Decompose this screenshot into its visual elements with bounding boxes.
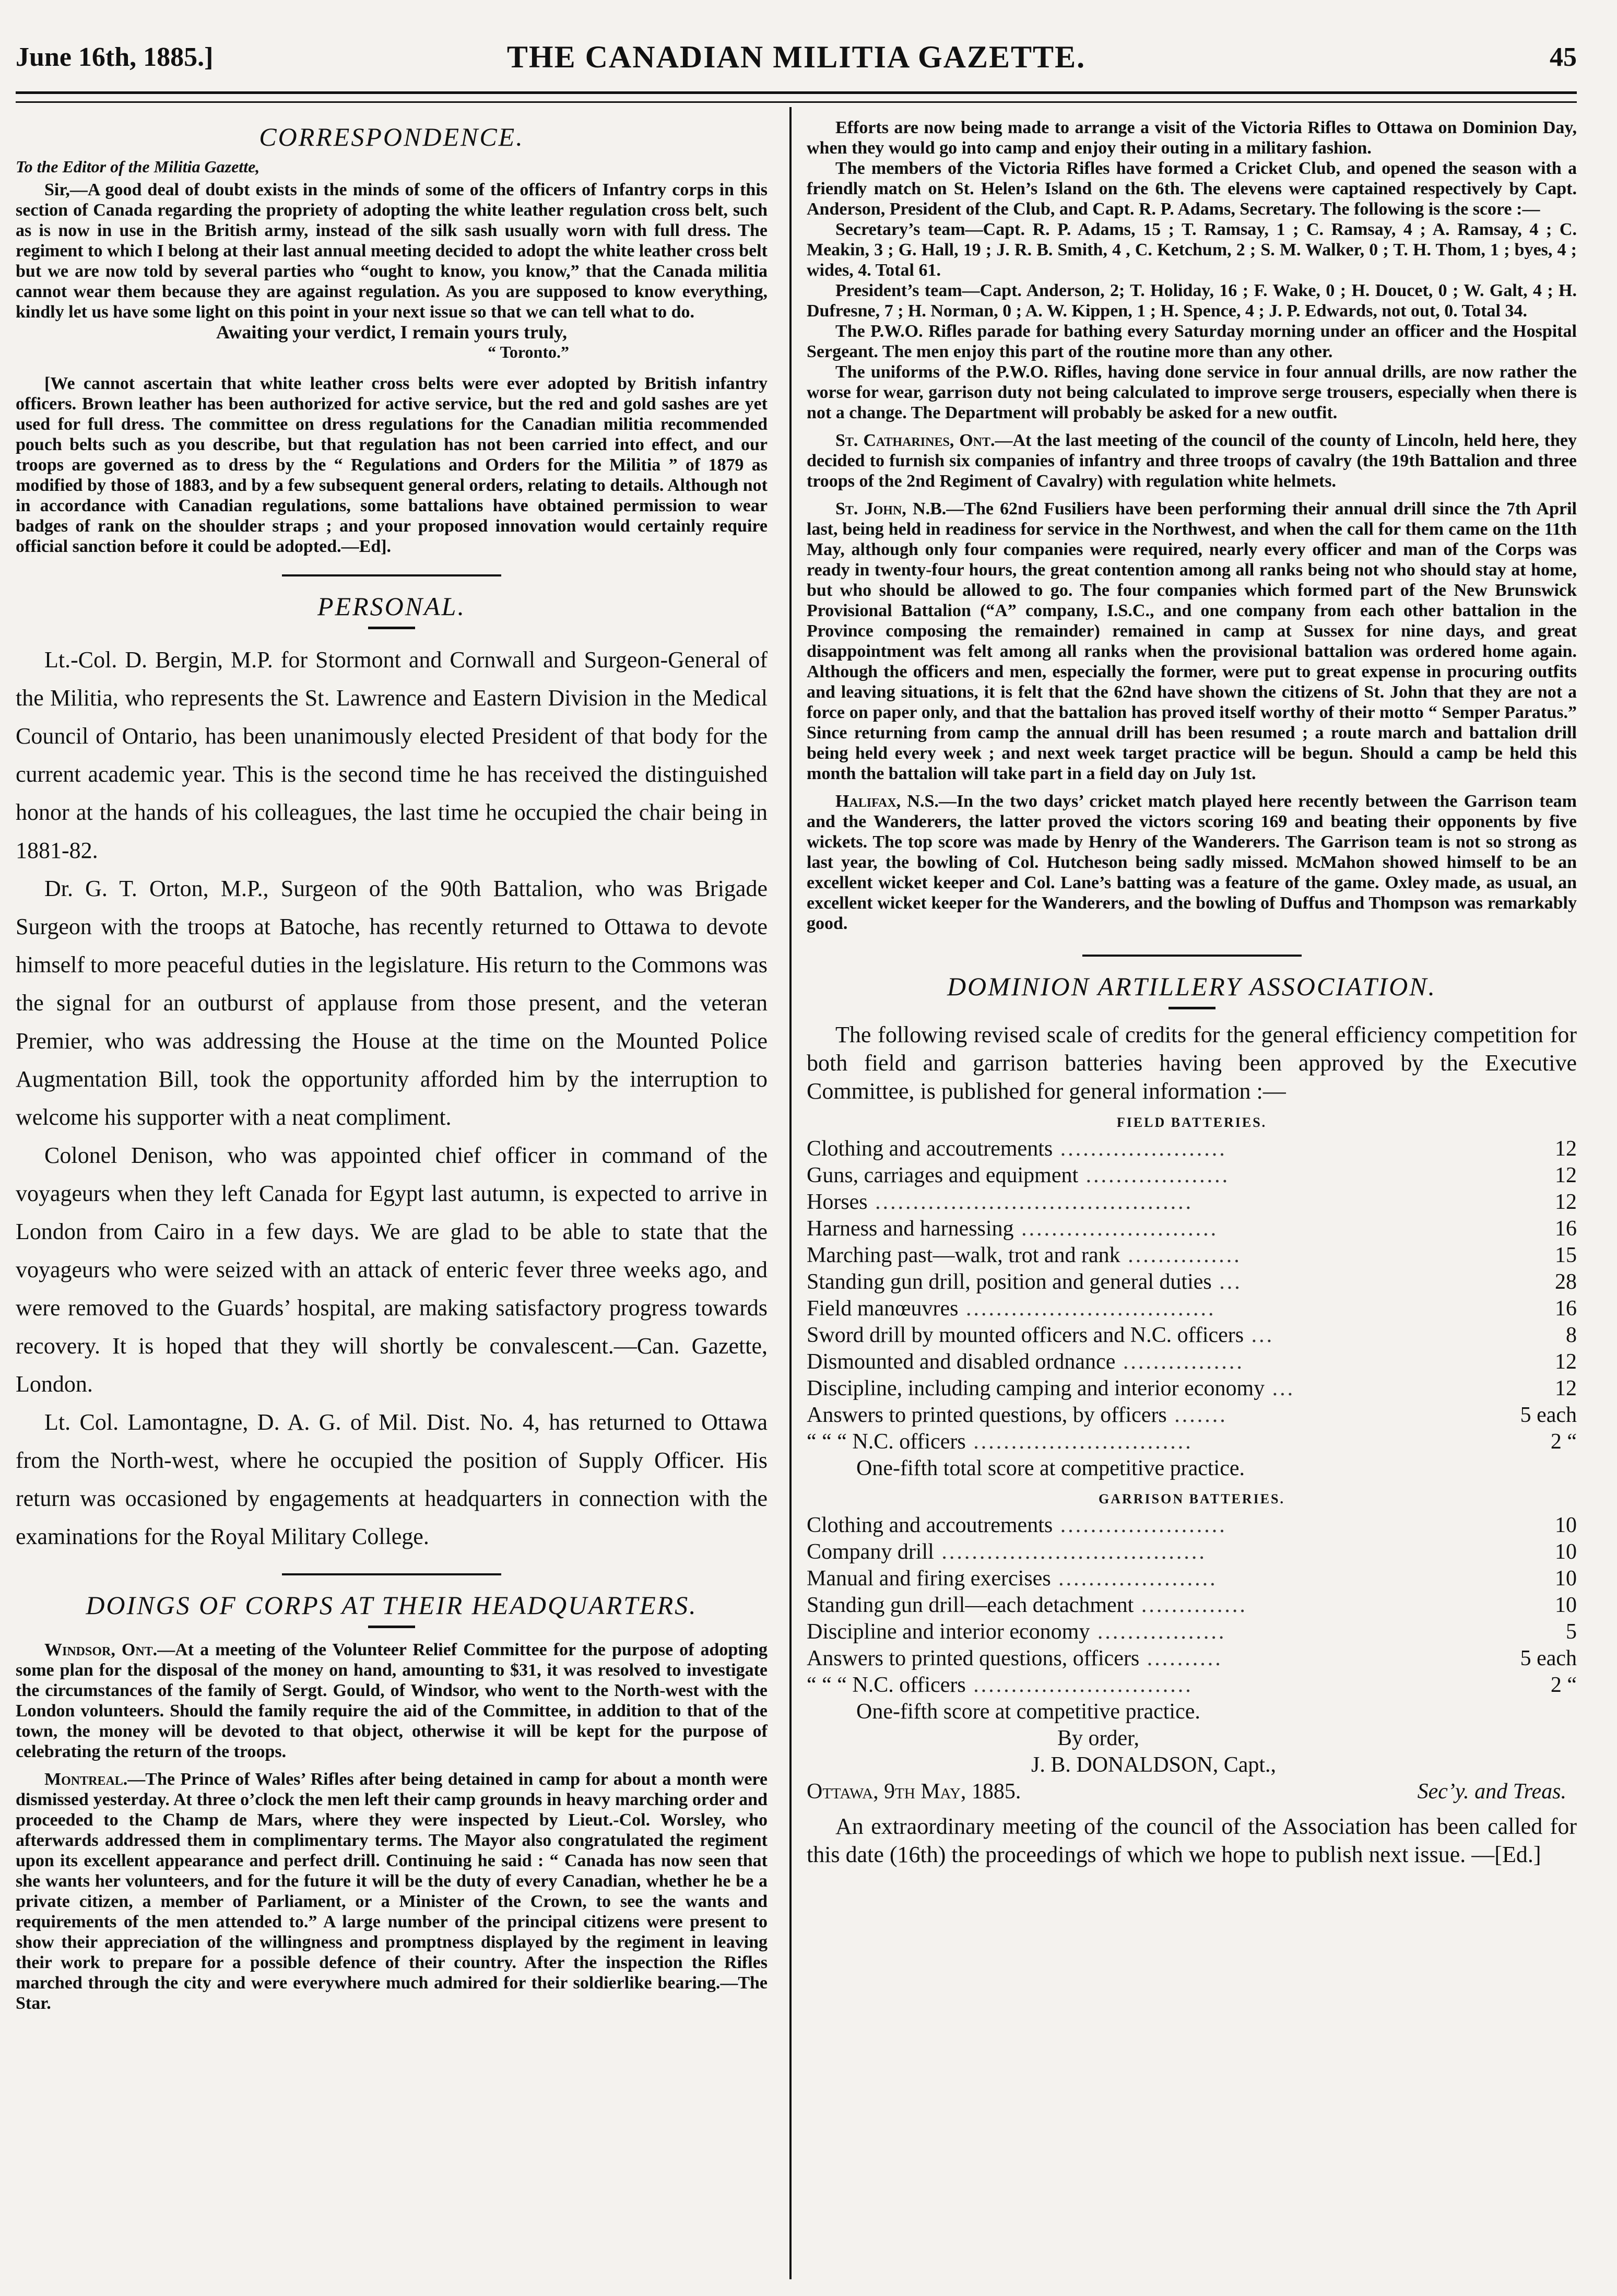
score-label [807, 1402, 1514, 1429]
left-column [16, 107, 768, 2014]
score-label [807, 1512, 1514, 1539]
dateline-row [807, 1779, 1577, 1805]
news-paragraph: The members of the Victoria Rifles have formed a Cricket Club, and opened the season with a friendly match on St. Helen’s Island on the 6th. The elevens were captained respectively by Capt. Anderson, President of the Club, and Capt. R. P. Adams, Secretary. The following is the score :— [807, 159, 1577, 219]
by-order: By order, [1057, 1726, 1139, 1750]
score-row [807, 1136, 1577, 1162]
score-label-text: Manual and firing exercises [807, 1567, 1051, 1591]
score-label [807, 1645, 1514, 1672]
score-label [807, 1592, 1514, 1619]
page-number: 45 [1550, 42, 1577, 72]
closing-notice: An extraordinary meeting of the council of the Association has been called for this date (16th) the proceedings of which we hope to publish next issue. —[Ed.] [807, 1814, 1577, 1867]
personal-paragraph: Dr. G. T. Orton, M.P., Surgeon of the 90th Battalion, who was Brigade Surgeon with the troops at Batoche, has recently returned to Ottawa to devote himself to more peaceful duties in the legislature. His return to the Commons was the signal for an outburst of applause from those present, and the veteran Premier, who was addressing the House at the time on the Mounted Police Augmentation Bill, took the opportunity afforded him by the interruption to welcome his supporter with a neat compliment. [16, 876, 768, 1130]
score-label [807, 1216, 1514, 1242]
score-label [807, 1375, 1514, 1402]
heading-rule [368, 627, 415, 629]
score-row [807, 1322, 1577, 1349]
garrison-batteries-table [807, 1512, 1577, 1699]
doings-section [16, 1590, 768, 2014]
score-label [807, 1429, 1514, 1455]
leader-dots: .......... [1139, 1646, 1223, 1670]
garrison-batteries-heading: GARRISON BATTERIES. [1098, 1491, 1285, 1506]
issue-date: June 16th, 1885.] [16, 42, 214, 72]
regimental-news [807, 117, 1577, 934]
leader-dots: ............... [1120, 1243, 1242, 1267]
letter-closing: Awaiting your verdict, I remain yours truly, [216, 322, 567, 343]
score-label [807, 1162, 1514, 1189]
score-value: 16 [1555, 1297, 1577, 1321]
score-label-text: Clothing and accoutrements [807, 1513, 1053, 1537]
heading-rule [368, 1626, 415, 1628]
garrison-note: One-fifth score at competitive practice. [856, 1700, 1200, 1724]
score-label [807, 1565, 1514, 1592]
montreal-item [16, 1769, 768, 2014]
score-row [807, 1216, 1577, 1242]
score-label-text: Harness and harnessing [807, 1217, 1014, 1241]
letter-salutation: To the Editor of the Militia Gazette, [16, 157, 260, 176]
score-row [807, 1645, 1577, 1672]
score-value: 12 [1555, 1350, 1577, 1374]
score-label-text: Marching past—walk, trot and rank [807, 1243, 1120, 1267]
signer-title: Sec’y. and Treas. [1417, 1780, 1566, 1804]
news-paragraph: The P.W.O. Rifles parade for bathing every Saturday morning under an officer and the Hospital Sergeant. The men enjoy this part of the routine more than any other. [807, 322, 1577, 361]
score-label [807, 1322, 1514, 1349]
score-label-text: Dismounted and disabled ordnance [807, 1350, 1116, 1374]
item-text: —The Prince of Wales’ Rifles after being detained in camp for about a month were dismissed yesterday. At three o’clock the men left their camp grounds in heavy marching order and proceeded to the Champ de Mars, where they were inspected by Lieut.-Col. Worsley, who afterwards addressed them in complimentary terms. The Mayor also congratulated the regiment upon its excellent appearance and perfect drill. Continuing he said : “ Canada has now seen that she wants her volunteers, and for the future it will be the duty of every Canadian, whether he be a private citizen, a member of Parliament, or a Minister of the Crown, to see the wants and requirements of the men attended to.” A large number of the principal citizens were present to show their appreciation of the willingness and promptness displayed by the regiment in leaving their work to prepare for a possible defence of their country. After the inspection the Rifles marched through the city and were everywhere much admired for their soldierlike bearing.—The Star. [16, 1770, 768, 2013]
score-label-text: Field manœuvres [807, 1297, 959, 1321]
leader-dots: ............................. [965, 1673, 1193, 1697]
score-value: 12 [1555, 1137, 1577, 1161]
score-label [807, 1189, 1514, 1216]
letter-body: Sir,—A good deal of doubt exists in the minds of some of the officers of Infantry corps in this section of Canada regarding the propriety of adopting the white leather regulation cross belt, such as is now in use in the British army, instead of the silk sash usually worn with full dress. The regiment to which I belong at their last annual meeting decided to adopt the white leather cross belt but we are now told by several parties who “ought to know, you know,” that the Canada militia cannot wear them because they are against regulation. As you are supposed to know everything, kindly let us have some light on this point in your next issue so that we can tell what to do. [16, 180, 768, 322]
personal-paragraph: Lt.-Col. D. Bergin, M.P. for Stormont and Cornwall and Surgeon-General of the Militia, who represents the St. Lawrence and Eastern Division in the Medical Council of Ontario, has been unanimously elected President of that body for the current academic year. This is the second time he has received the distinguished honor at the hands of his colleagues, the last time he occupied the chair being in 1881-82. [16, 647, 768, 863]
leader-dots: .......................................... [867, 1190, 1194, 1214]
score-row [807, 1539, 1577, 1565]
score-label-text: “ “ “ N.C. officers [807, 1673, 966, 1697]
leader-dots: ................................. [958, 1297, 1216, 1321]
halifax-item [807, 791, 1577, 934]
score-value: 10 [1555, 1567, 1577, 1591]
stjohn-item [807, 499, 1577, 784]
right-column [807, 107, 1577, 1869]
personal-paragraph: Lt. Col. Lamontagne, D. A. G. of Mil. Dist. No. 4, has returned to Ottawa from the North-west, where he occupied the position of Supply Officer. His return was occasioned by engagements at headquarters in connection with the examinations for the Royal Military College. [16, 1409, 768, 1549]
dateline-place: St. Catharines, Ont. [835, 431, 995, 450]
score-label-text: Discipline and interior economy [807, 1620, 1090, 1644]
score-row [807, 1402, 1577, 1429]
score-row [807, 1189, 1577, 1216]
score-label-text: Answers to printed questions, by officers [807, 1403, 1167, 1427]
issue-dateline: Ottawa, 9th May, 1885. [807, 1780, 1021, 1804]
score-row [807, 1349, 1577, 1375]
score-label-text: Horses [807, 1190, 868, 1214]
field-batteries-table [807, 1136, 1577, 1455]
section-rule [282, 574, 501, 576]
score-row [807, 1619, 1577, 1645]
score-value: 5 each [1520, 1646, 1577, 1670]
gazette-title: THE CANADIAN MILITIA GAZETTE. [506, 40, 1086, 74]
leader-dots: .......................... [1013, 1217, 1219, 1241]
score-label [807, 1619, 1514, 1645]
doings-heading: DOINGS OF CORPS AT THEIR HEADQUARTERS. [86, 1591, 698, 1620]
item-text: —In the two days’ cricket match played here recently between the Garrison team and the Wanderers, the latter proved the victors scoring 169 and beating their opponents by five wickets. The top score was made by Henry of the Wanderers. The Garrison team is not so strong as last year, the bowling of Col. Hutcheson being sadly missed. McMahon showed himself to be an excellent wicket keeper and Col. Lane’s batting was a feature of the game. Oxley made, as usual, an excellent wicket keeper for the Wanderers, and the bowling of Duffus and Thompson was remarkably good. [807, 792, 1577, 933]
score-value: 16 [1555, 1217, 1577, 1241]
running-head [16, 31, 1577, 89]
score-label-text: Clothing and accoutrements [807, 1137, 1053, 1161]
score-value: 12 [1555, 1376, 1577, 1400]
field-note: One-fifth total score at competitive practice. [856, 1456, 1245, 1480]
signer-name: J. B. DONALDSON, Capt., [1031, 1753, 1277, 1777]
score-value: 10 [1555, 1513, 1577, 1537]
leader-dots: ..................... [1051, 1567, 1218, 1591]
heading-rule [1169, 1007, 1215, 1009]
score-row [807, 1162, 1577, 1189]
score-label [807, 1539, 1514, 1565]
score-label-text: “ “ “ N.C. officers [807, 1430, 966, 1454]
score-value: 15 [1555, 1243, 1577, 1267]
score-value: 5 each [1520, 1403, 1577, 1427]
score-value: 10 [1555, 1593, 1577, 1617]
score-label [807, 1242, 1514, 1269]
score-value: 2 “ [1550, 1673, 1577, 1697]
windsor-item [16, 1640, 768, 1762]
news-paragraph: The uniforms of the P.W.O. Rifles, having done service in four annual drills, are now rather the worse for wear, garrison duty not being calculated to improve serge trousers, especially when there is not a change. The Department will probably be asked for a new outfit. [807, 362, 1577, 422]
column-divider [789, 107, 792, 2279]
letter-signature: “ Toronto.” [488, 343, 569, 361]
leader-dots: ................. [1090, 1620, 1226, 1644]
score-row [807, 1592, 1577, 1619]
score-label-text: Answers to printed questions, officers [807, 1646, 1140, 1670]
score-row [807, 1565, 1577, 1592]
score-row [807, 1242, 1577, 1269]
score-label-text: Guns, carriages and equipment [807, 1163, 1079, 1187]
score-label-text: Standing gun drill, position and general duties [807, 1270, 1212, 1294]
editor-reply: [We cannot ascertain that white leather cross belts were ever adopted by British infantry officers. Brown leather has been authorized for active service, but the red and gold sashes are yet used for full dress. The committee on dress regulations for the Canadian militia recommended pouch belts such as you describe, but that regulation has not been carried into effect, and our troops are governed as to dress by the “ Regulations and Orders for the Militia ” of 1879 as modified by those of 1883, and by a few subsequent general orders, relating to details. Although not in accordance with Canadian regulations, some battalions have obtained permission to wear badges of rank on the shoulder straps ; and your proposed innovation would certainly require official sanction before it could be adopted.—Ed]. [16, 374, 768, 556]
dateline-place: Windsor, Ont. [44, 1640, 158, 1659]
item-text: —At a meeting of the Volunteer Relief Committee for the purpose of adopting some plan for the disposal of the money on hand, amounting to $31, it was resolved to investigate the circumstances of the family of Sergt. Gould, of Windsor, who went to the North-west with the London volunteers. Should the family require the aid of the Committee, in addition to that of the town, the money will be devoted to that object, otherwise it will be kept for the purpose of celebrating the return of the troops. [16, 1640, 768, 1761]
dateline-place: Halifax, N.S. [835, 792, 939, 811]
score-label-text: Discipline, including camping and interior economy [807, 1376, 1265, 1400]
score-row [807, 1429, 1577, 1455]
score-value: 5 [1566, 1620, 1577, 1644]
score-label-text: Company drill [807, 1540, 934, 1564]
item-text: —At the last meeting of the council of the county of Lincoln, held here, they decided to furnish six companies of infantry and three troops of cavalry (the 19th Battalion and three troops of the 2nd Regiment of Cavalry) with regulation white helmets. [807, 431, 1577, 491]
section-rule [1082, 955, 1302, 957]
leader-dots: ... [1211, 1270, 1242, 1294]
score-value: 10 [1555, 1540, 1577, 1564]
score-row [807, 1269, 1577, 1296]
score-label [807, 1672, 1514, 1699]
leader-dots: .............. [1134, 1593, 1247, 1617]
score-label-text: Standing gun drill—each detachment [807, 1593, 1134, 1617]
score-value: 12 [1555, 1163, 1577, 1187]
personal-paragraph: Colonel Denison, who was appointed chief officer in command of the voyageurs when they left Canada for Egypt last autumn, is expected to arrive in London from Cairo in a few days. We are glad to be able to state that the voyageurs who were seized with an attack of enteric fever three weeks ago, and were removed to the Guards’ hospital, are making satisfactory progress towards recovery. It is hoped that they will shortly be convalescent.—Can. Gazette, London. [16, 1143, 768, 1397]
correspondence-heading: CORRESPONDENCE. [259, 122, 524, 151]
score-value: 28 [1555, 1270, 1577, 1294]
dominion-heading: DOMINION ARTILLERY ASSOCIATION. [947, 972, 1437, 1001]
section-rule [282, 1573, 501, 1575]
score-value: 8 [1566, 1323, 1577, 1347]
dominion-artillery-section [807, 971, 1577, 1869]
dateline-place: St. John, N.B. [835, 499, 947, 519]
leader-dots: ............................. [965, 1430, 1193, 1454]
score-label [807, 1269, 1514, 1296]
score-label [807, 1349, 1514, 1375]
leader-dots: ................... [1078, 1163, 1230, 1187]
personal-heading: PERSONAL. [317, 592, 466, 621]
leader-dots: ................................... [934, 1540, 1207, 1564]
header-double-rule [16, 91, 1577, 103]
score-label-text: Sword drill by mounted officers and N.C. officers [807, 1323, 1244, 1347]
personal-section [16, 591, 768, 1556]
score-value: 2 “ [1550, 1430, 1577, 1454]
catharines-item [807, 430, 1577, 491]
correspondence-section [16, 122, 768, 557]
score-row [807, 1672, 1577, 1699]
news-paragraph: Efforts are now being made to arrange a visit of the Victoria Rifles to Ottawa on Dominion Day, when they would go into camp and enjoy their outing in a military fashion. [807, 118, 1577, 158]
field-batteries-heading: FIELD BATTERIES. [1116, 1115, 1267, 1130]
score-row [807, 1296, 1577, 1322]
leader-dots: ....... [1166, 1403, 1227, 1427]
score-row [807, 1375, 1577, 1402]
score-value: 12 [1555, 1190, 1577, 1214]
score-row [807, 1512, 1577, 1539]
news-paragraph: President’s team—Capt. Anderson, 2; T. Holiday, 16 ; F. Wake, 0 ; H. Doucet, 0 ; W. Galt, 4 ; H. Dufresne, 7 ; H. Norman, 0 ; A. W. Kippen, 1 ; H. Spence, 4 ; J. P. Edwards, not out, 0. Total 34. [807, 281, 1577, 321]
leader-dots: ...................... [1053, 1137, 1227, 1161]
score-label [807, 1296, 1514, 1322]
item-text: —The 62nd Fusiliers have been performing their annual drill since the 7th April last, being held in readiness for service in the Northwest, and when the call for them came on the 11th May, although only four companies were required, nearly every officer and man of the Corps was ready in twenty-four hours, the great contention among all ranks being not who should stay at home, but who should be allowed to go. The four companies which formed part of the New Brunswick Provisional Battalion (“A” company, I.S.C., and one company from each other battalion in the Province composing the remainder) remained in camp at Sussex for nine days, and great disappointment was felt among all ranks when the provisional battalion was ordered home again. Although the officers and men, especially the former, were put to great expense in procuring outfits and leaving situations, it is felt that the 62nd have shown the citizens of St. John that they are not a force on paper only, and that the battalion has proved itself worthy of their motto “ Semper Paratus.” Since returning from camp the annual drill has been resumed ; a route march and battalion drill being held every week ; and next week target practice will be begun. Should a camp be held this month the battalion will take part in a field day on July 1st. [807, 499, 1577, 783]
score-label [807, 1136, 1514, 1162]
leader-dots: ... [1265, 1376, 1295, 1400]
dominion-intro: The following revised scale of credits for the general efficiency competition for both field and garrison batteries having been approved by the Executive Committee, is published for general information :— [807, 1022, 1577, 1104]
leader-dots: ................ [1115, 1350, 1244, 1374]
news-paragraph: Secretary’s team—Capt. R. P. Adams, 15 ; T. Ramsay, 1 ; C. Ramsay, 4 ; A. Ramsay, 4 ; C. Meakin, 3 ; G. Hall, 19 ; J. R. B. Smith, 4 , C. Ketchum, 2 ; S. M. Walker, 0 ; T. H. Thom, 1 ; byes, 4 ; wides, 4. Total 61. [807, 220, 1577, 280]
leader-dots: ... [1244, 1323, 1274, 1347]
dateline-place: Montreal. [44, 1770, 128, 1789]
leader-dots: ...................... [1053, 1513, 1227, 1537]
